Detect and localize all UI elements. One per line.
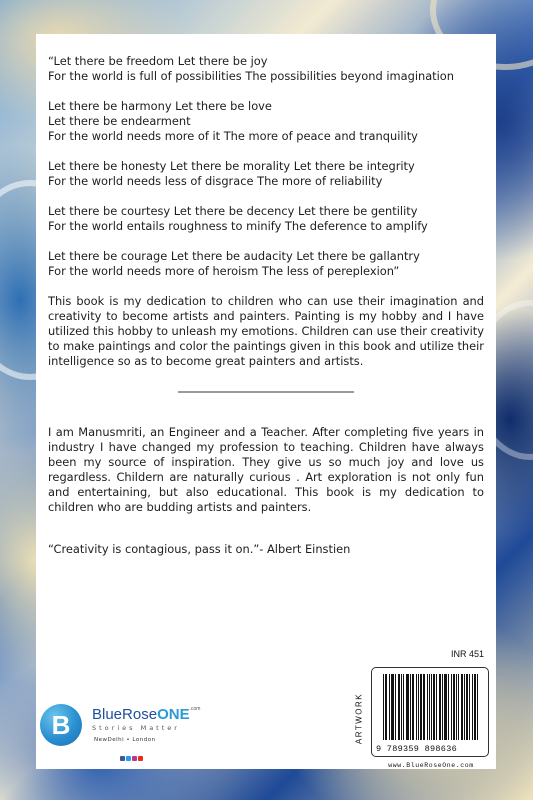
publisher-name-one: ONE xyxy=(157,706,190,723)
poem-line: Let there be courage Let there be audacity Let there be gallantry xyxy=(48,249,420,263)
barcode-bar xyxy=(423,674,424,740)
barcode-bar xyxy=(434,674,435,740)
barcode-bar xyxy=(444,674,445,740)
barcode-bar xyxy=(456,674,457,740)
bluerose-logo-icon xyxy=(40,704,82,746)
barcode-bar xyxy=(451,674,452,740)
barcode-bar xyxy=(446,674,447,740)
barcode-bar xyxy=(429,674,430,740)
poem-line: For the world is full of possibilities The possibilities beyond imagination xyxy=(48,69,454,83)
barcode-bar xyxy=(383,674,384,740)
facebook-icon xyxy=(120,756,125,761)
publisher-name-com: .com xyxy=(189,706,201,712)
barcode-bar xyxy=(466,674,467,740)
category-label xyxy=(352,674,366,774)
barcode-bar xyxy=(448,674,449,740)
poem-line: For the world entails roughness to minify The deference to amplify xyxy=(48,219,428,233)
barcode-bar xyxy=(440,674,441,740)
barcode-bar xyxy=(403,674,404,740)
publisher-logo xyxy=(40,702,230,758)
barcode-bar xyxy=(408,674,409,740)
barcode-bar xyxy=(393,674,394,740)
price-label: INR 451 xyxy=(450,649,484,659)
barcode-bar xyxy=(401,674,402,740)
barcode-bar xyxy=(461,674,462,740)
barcode-bar xyxy=(467,674,468,740)
poem-line: Let there be honesty Let there be morality Let there be integrity xyxy=(48,159,415,173)
barcode-bar xyxy=(421,674,422,740)
barcode-bar xyxy=(458,674,459,740)
poem-line: “Let there be freedom Let there be joy xyxy=(48,54,268,68)
poem-line: For the world needs more of it The more of peace and tranquility xyxy=(48,129,418,143)
barcode-bar xyxy=(413,674,414,740)
poem-stanza xyxy=(48,249,484,279)
barcode-bar xyxy=(406,674,407,740)
barcode-bar xyxy=(416,674,417,740)
isbn-digits: 9 789359 898636 xyxy=(376,744,458,754)
twitter-icon xyxy=(126,756,131,761)
barcode-bar xyxy=(462,674,463,740)
dedication-paragraph: This book is my dedication to children who can use their imagination and creativity to become artists and painters. Painting is my hobby and I have utilized this hobby to unleash my emotions. Children can use their creativity to make paintings and color the paintings given in this book and utilize their intelligence so as to become great painters and artists. xyxy=(48,294,484,368)
barcode-bar xyxy=(472,674,473,740)
barcode-bar xyxy=(389,674,390,740)
barcode-bar xyxy=(474,674,475,740)
publisher-website: www.BlueRoseOne.com xyxy=(388,762,474,769)
barcode-bar xyxy=(386,674,387,740)
back-cover-text xyxy=(48,54,484,557)
poem-stanza xyxy=(48,159,484,189)
logo-letter: B xyxy=(51,710,71,740)
barcode-bar xyxy=(433,674,434,740)
barcode-bar xyxy=(407,674,408,740)
barcode-bar xyxy=(469,674,470,740)
barcode-bar xyxy=(431,674,432,740)
barcode-bar xyxy=(395,674,396,740)
publisher-name xyxy=(92,706,200,723)
barcode-bar xyxy=(418,674,419,740)
poem-line: For the world needs more of heroism The less of pereplexion” xyxy=(48,264,400,278)
instagram-icon xyxy=(132,756,137,761)
poem-stanza xyxy=(48,99,484,144)
barcode-bar xyxy=(391,674,392,740)
section-divider xyxy=(178,391,354,393)
publisher-cities: NewDelhi • London xyxy=(94,737,156,743)
poem-line: Let there be harmony Let there be love xyxy=(48,99,272,113)
barcode-bar xyxy=(412,674,413,740)
barcode-bars xyxy=(382,674,480,742)
youtube-icon xyxy=(138,756,143,761)
closing-quote: “Creativity is contagious, pass it on.”- Albert Einstien xyxy=(48,542,351,556)
publisher-name-blue: Blue xyxy=(92,706,123,723)
barcode-bar xyxy=(398,674,399,740)
poem-stanza xyxy=(48,204,484,234)
barcode-bar xyxy=(399,674,400,740)
barcode-bar xyxy=(464,674,465,740)
barcode-bar xyxy=(427,674,428,740)
barcode-bar xyxy=(454,674,455,740)
barcode-bar xyxy=(477,674,478,740)
author-bio-paragraph: I am Manusmriti, an Engineer and a Teacher. After completing five years in industry I have changed my profession to teaching. Children have always been my source of inspiration. They give us so much joy and love us regardless. Childern are naturally curious . Art exploration is not only fun and entertaining, but also educational. This book is my dedication to children who are budding artists and painters. xyxy=(48,425,484,514)
poem-stanza xyxy=(48,54,484,84)
barcode-bar xyxy=(420,674,421,740)
poem-line: For the world needs less of disgrace The more of reliability xyxy=(48,174,383,188)
poem-line: Let there be courtesy Let there be decency Let there be gentility xyxy=(48,204,418,218)
barcode-bar xyxy=(439,674,440,740)
artwork-text: ARTWORK xyxy=(354,692,364,745)
poem-line: Let there be endearment xyxy=(48,114,191,128)
isbn-barcode xyxy=(371,667,489,757)
barcode-bar xyxy=(445,674,446,740)
back-cover-panel xyxy=(36,34,496,769)
barcode-bar xyxy=(392,674,393,740)
barcode-bar xyxy=(453,674,454,740)
publisher-tagline: Stories Matter xyxy=(92,724,180,732)
barcode-bar xyxy=(436,674,437,740)
barcode-bar xyxy=(410,674,411,740)
publisher-name-rose: Rose xyxy=(122,706,158,723)
social-icons xyxy=(120,746,144,765)
barcode-bar xyxy=(475,674,476,740)
barcode-bar xyxy=(424,674,425,740)
barcode-bar xyxy=(442,674,443,740)
barcode-bar xyxy=(385,674,386,740)
